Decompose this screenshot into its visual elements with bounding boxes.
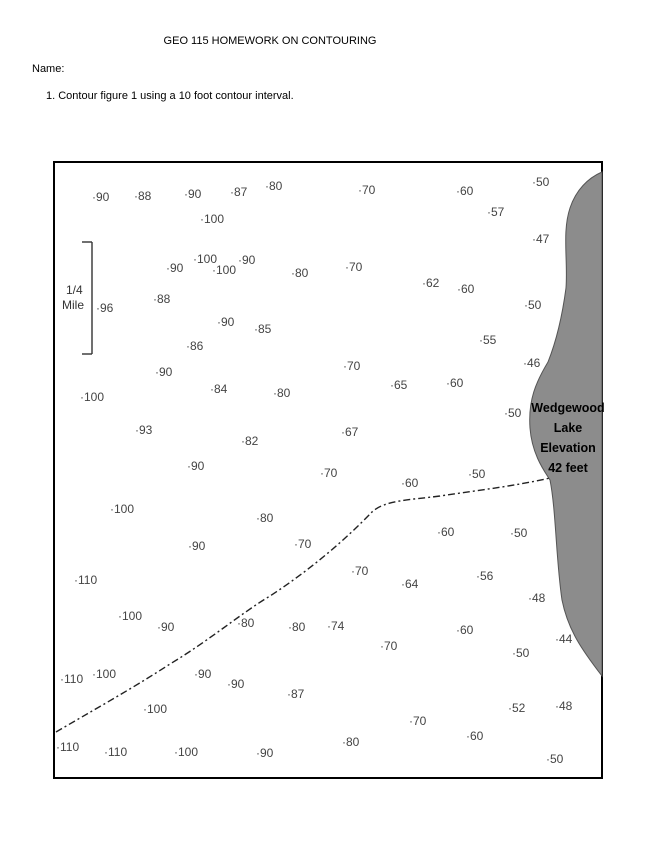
spot-elevation: ·82 xyxy=(241,434,259,448)
spot-elevation: ·87 xyxy=(287,687,305,701)
spot-elevation: ·47 xyxy=(532,232,550,246)
spot-elevation: ·100 xyxy=(174,745,199,759)
spot-elevation: ·90 xyxy=(187,459,205,473)
spot-elevation: ·80 xyxy=(342,735,360,749)
lake-label-line: Wedgewood xyxy=(531,401,605,415)
name-label: Name: xyxy=(32,63,65,75)
spot-elevation: ·44 xyxy=(555,632,573,646)
spot-elevation: ·48 xyxy=(555,699,573,713)
scale-label-distance: 1/4 xyxy=(66,283,83,297)
spot-elevation: ·110 xyxy=(74,573,98,587)
lake-label-line: Elevation xyxy=(540,441,596,455)
spot-elevation: ·50 xyxy=(504,406,522,420)
spot-elevation: ·70 xyxy=(380,639,398,653)
spot-elevation: ·100 xyxy=(193,252,218,266)
spot-elevation: ·90 xyxy=(92,190,110,204)
spot-elevation: ·50 xyxy=(512,646,530,660)
spot-elevation: ·60 xyxy=(456,184,474,198)
spot-elevation: ·55 xyxy=(479,333,497,347)
spot-elevation: ·100 xyxy=(118,609,143,623)
spot-elevation: ·100 xyxy=(80,390,105,404)
spot-elevation: ·88 xyxy=(153,292,171,306)
spot-elevation: ·100 xyxy=(200,212,225,226)
page-title: GEO 115 HOMEWORK ON CONTOURING xyxy=(163,35,377,47)
spot-elevation: ·90 xyxy=(157,620,175,634)
spot-elevation: ·60 xyxy=(456,623,474,637)
spot-elevation: ·70 xyxy=(343,359,361,373)
lake-label-line: 42 feet xyxy=(548,461,588,475)
spot-elevation: ·80 xyxy=(265,179,283,193)
spot-elevation: ·80 xyxy=(237,616,255,630)
spot-elevation: ·80 xyxy=(256,511,274,525)
spot-elevation: ·50 xyxy=(510,526,528,540)
spot-elevation: ·90 xyxy=(256,746,274,760)
spot-elevation: ·90 xyxy=(227,677,245,691)
spot-elevation: ·52 xyxy=(508,701,526,715)
spot-elevation: ·67 xyxy=(341,425,359,439)
spot-elevation: ·80 xyxy=(291,266,309,280)
spot-elevation: ·90 xyxy=(155,365,173,379)
spot-elevation: ·90 xyxy=(188,539,206,553)
spot-elevation: ·70 xyxy=(320,466,338,480)
spot-elevation: ·110 xyxy=(60,672,84,686)
spot-elevation: ·56 xyxy=(476,569,494,583)
spot-elevation: ·87 xyxy=(230,185,248,199)
spot-elevation: ·70 xyxy=(358,183,376,197)
spot-elevation: ·90 xyxy=(166,261,184,275)
spot-elevation: ·93 xyxy=(135,423,153,437)
spot-elevation: ·46 xyxy=(523,356,541,370)
spot-elevations xyxy=(56,175,573,766)
spot-elevation: ·50 xyxy=(546,752,564,766)
spot-elevation: ·100 xyxy=(143,702,168,716)
spot-elevation: ·62 xyxy=(422,276,440,290)
spot-elevation: ·64 xyxy=(401,577,419,591)
spot-elevation: ·90 xyxy=(238,253,256,267)
spot-elevation: ·85 xyxy=(254,322,272,336)
scale-bar xyxy=(62,242,92,354)
spot-elevation: ·80 xyxy=(288,620,306,634)
spot-elevation: ·110 xyxy=(104,745,128,759)
spot-elevation: ·57 xyxy=(487,205,505,219)
lake-label-line: Lake xyxy=(553,421,583,435)
scale-label-unit: Mile xyxy=(62,298,85,312)
question-text: 1. Contour figure 1 using a 10 foot contour interval. xyxy=(46,90,294,102)
spot-elevation: ·100 xyxy=(212,263,237,277)
spot-elevation: ·50 xyxy=(532,175,550,189)
spot-elevation: ·60 xyxy=(446,376,464,390)
spot-elevation: ·60 xyxy=(437,525,455,539)
spot-elevation: ·70 xyxy=(351,564,369,578)
spot-elevation: ·48 xyxy=(528,591,546,605)
spot-elevation: ·70 xyxy=(294,537,312,551)
spot-elevation: ·84 xyxy=(210,382,228,396)
spot-elevation: ·86 xyxy=(186,339,204,353)
spot-elevation: ·80 xyxy=(273,386,291,400)
spot-elevation: ·60 xyxy=(457,282,475,296)
spot-elevation: ·50 xyxy=(468,467,486,481)
spot-elevation: ·60 xyxy=(401,476,419,490)
spot-elevation: ·100 xyxy=(92,667,117,681)
spot-elevation: ·110 xyxy=(56,740,80,754)
spot-elevation: ·90 xyxy=(184,187,202,201)
spot-elevation: ·100 xyxy=(110,502,135,516)
spot-elevation: ·74 xyxy=(327,619,345,633)
spot-elevation: ·88 xyxy=(134,189,152,203)
spot-elevation: ·70 xyxy=(409,714,427,728)
spot-elevation: ·60 xyxy=(466,729,484,743)
spot-elevation: ·70 xyxy=(345,260,363,274)
spot-elevation: ·90 xyxy=(217,315,235,329)
spot-elevation: ·96 xyxy=(96,301,114,315)
spot-elevation: ·90 xyxy=(194,667,212,681)
spot-elevation: ·50 xyxy=(524,298,542,312)
spot-elevation: ·65 xyxy=(390,378,408,392)
